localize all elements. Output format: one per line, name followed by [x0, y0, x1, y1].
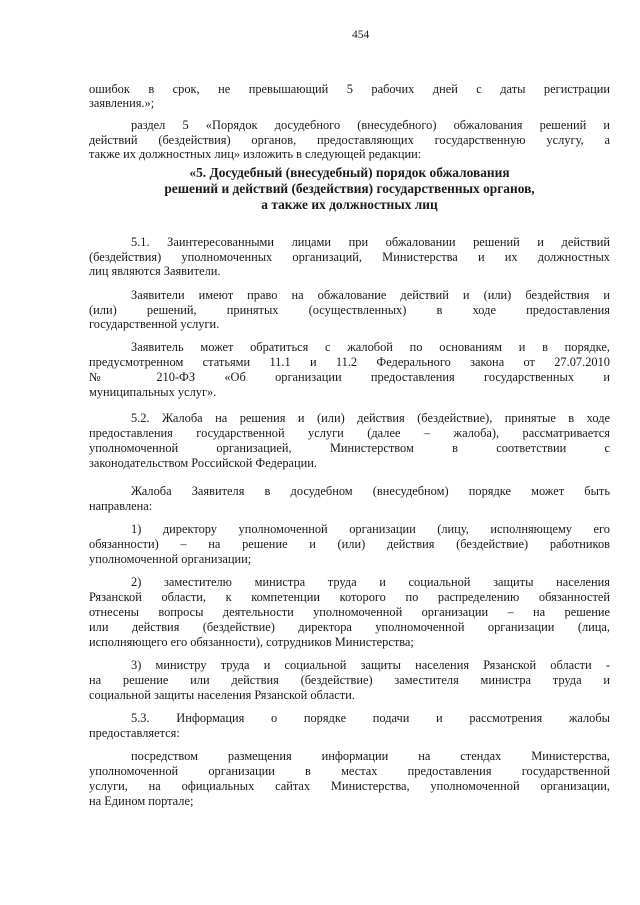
text-line: обязанности) – на решение и (или) действия (бездействие) работников [89, 537, 610, 551]
text-line: 2) заместителю министра труда и социальной защиты населения [131, 575, 610, 589]
text-line: (бездействия) уполномоченных организаций, Министерства и их должностных [89, 250, 610, 264]
text-line: лиц являются Заявители. [89, 264, 221, 278]
text-line: заявления.»; [89, 96, 155, 110]
text-line: отнесены вопросы деятельности уполномоченной организации – на решение [89, 605, 610, 619]
text-line: ошибок в срок, не превышающий 5 рабочих дней с даты регистрации [89, 82, 610, 96]
text-line: на Едином портале; [89, 794, 194, 808]
text-line: муниципальных услуг». [89, 385, 217, 399]
text-line: предоставления государственной услуги (далее – жалоба), рассматривается [89, 426, 610, 440]
text-line: действий (бездействия) органов, предоставляющих государственную услугу, а [89, 133, 610, 147]
text-line: Рязанской области, к компетенции которого по распределению обязанностей [89, 590, 610, 604]
text-line: раздел 5 «Порядок досудебного (внесудебного) обжалования решений и [131, 118, 610, 132]
page-number: 454 [352, 29, 370, 41]
text-line: посредством размещения информации на стендах Министерства, [131, 749, 610, 763]
text-line: социальной защиты населения Рязанской области. [89, 688, 355, 702]
text-line: 3) министру труда и социальной защиты населения Рязанской области - [131, 658, 610, 672]
text-line: 5.3. Информация о порядке подачи и рассмотрения жалобы [131, 711, 610, 725]
section-heading-line: решений и действий (бездействия) государственных органов, [164, 181, 535, 196]
text-line: Заявитель может обратиться с жалобой по основаниям и в порядке, [131, 340, 610, 354]
text-line: уполномоченной организацией, Министерством в соответствии с [89, 441, 610, 455]
text-line: услуги, на официальных сайтах Министерства, уполномоченной организации, [89, 779, 610, 793]
section-heading-line: а также их должностных лиц [261, 197, 438, 212]
text-line: направлена: [89, 499, 153, 513]
text-line: на решение или действия (бездействие) заместителя министра труда и [89, 673, 610, 687]
text-line: предусмотренном статьями 11.1 и 11.2 Федерального закона от 27.07.2010 [89, 355, 610, 369]
text-line: предоставляется: [89, 726, 180, 740]
text-line: или действия (бездействие) директора уполномоченной организации (лица, [89, 620, 610, 634]
text-line: законодательством Российской Федерации. [89, 456, 318, 470]
text-line: уполномоченной организации; [89, 552, 252, 566]
text-line: государственной услуги. [89, 317, 220, 331]
section-heading-line: «5. Досудебный (внесудебный) порядок обжалования [189, 165, 510, 180]
text-line: также их должностных лиц» изложить в следующей редакции: [89, 147, 422, 161]
text-line: (или) решений, принятых (осуществленных) в ходе предоставления [89, 303, 610, 317]
text-line: 1) директору уполномоченной организации (лицу, исполняющему его [131, 522, 610, 536]
text-line: Жалоба Заявителя в досудебном (внесудебном) порядке может быть [131, 484, 610, 498]
text-line: исполняющего его обязанности), сотрудников Министерства; [89, 635, 414, 649]
text-line: уполномоченной организации в местах предоставления государственной [89, 764, 610, 778]
text-line: 5.1. Заинтересованными лицами при обжаловании решений и действий [131, 235, 610, 249]
text-line: № 210-ФЗ «Об организации предоставления государственных и [89, 370, 610, 384]
text-line: Заявители имеют право на обжалование действий и (или) бездействия и [131, 288, 610, 302]
text-line: 5.2. Жалоба на решения и (или) действия (бездействие), принятые в ходе [131, 411, 610, 425]
